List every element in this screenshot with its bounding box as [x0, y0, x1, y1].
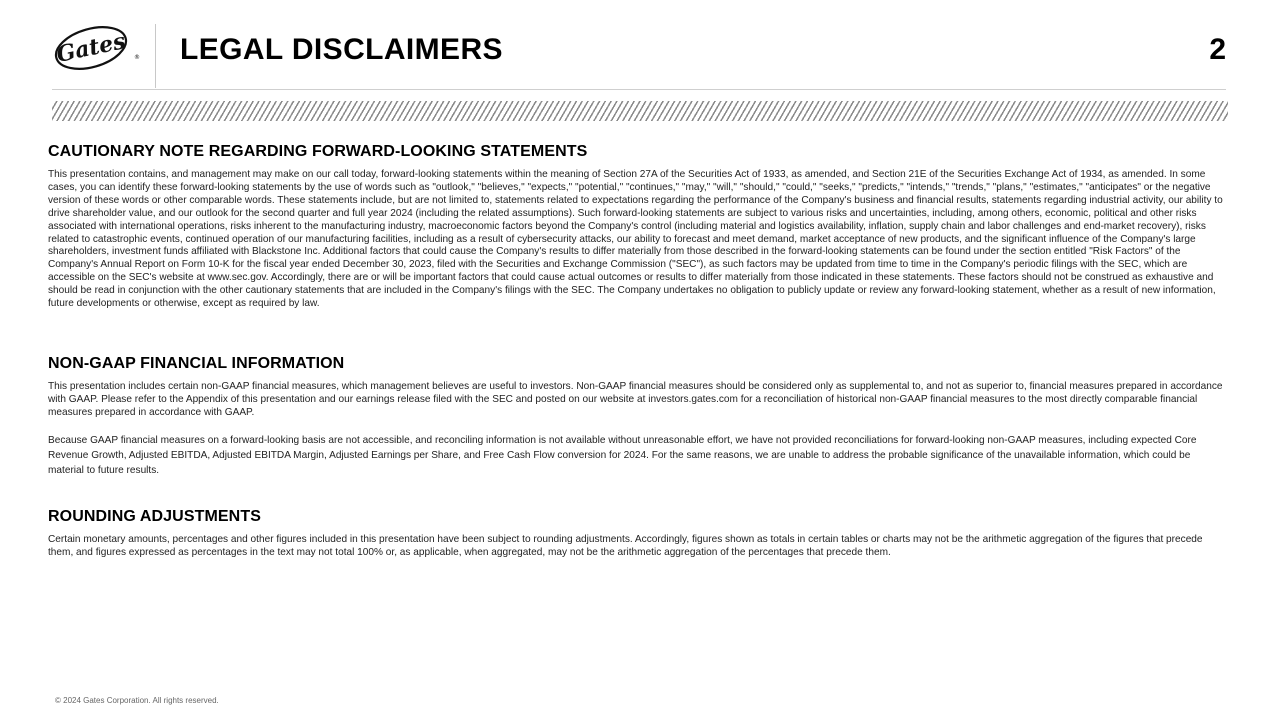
- section-heading: CAUTIONARY NOTE REGARDING FORWARD-LOOKING STATEMENTS: [48, 143, 588, 160]
- section-paragraph: Because GAAP financial measures on a forward-looking basis are not accessible, and reconciling information is not available without unreasonable effort, we have not provided reconciliations for forward-looking non-GAAP measures, including expected Core Revenue Growth, Adjusted EBITDA, Adjusted EBITDA Margin, Adjusted Earnings per Share, and Free Cash Flow conversion for 2024. For the same reasons, we are unable to address the probable significance of the unavailable information, which could be material to future results.: [48, 434, 1197, 476]
- copyright-footer: © 2024 Gates Corporation. All rights reserved.: [55, 696, 219, 705]
- header-rule: [52, 89, 1226, 90]
- svg-text:Gates: Gates: [54, 28, 128, 68]
- header-divider: [155, 24, 156, 88]
- gates-logo: [52, 24, 142, 74]
- non-gaap-section: [48, 354, 1228, 478]
- section-paragraph: This presentation contains, and management may make on our call today, forward-looking statements within the meaning of Section 27A of the Securities Act of 1933, as amended, and Section 21E of the Securities Exchange Act of 1934, as amended. In some cases, you can identify these forward-looking statements by the use of words such as "outlook," "believes," "expects," "potential," "continues," "may," "will," "should," "could," "seeks," "predicts," "intends," "trends," "plans," "estimates," "anticipates" or the negative version of these words or other comparable words. These statements include, but are not limited to, statements related to expectations regarding the performance of the Company's business and financial results, statements regarding industrial activity, our ability to drive shareholder value, and our outlook for the second quarter and full year 2024 (including the related assumptions). Such forward-looking statements are subject to various risks and uncertainties, including, among others, economic, political and other risks associated with international operations, risks inherent to the manufacturing industry, macroeconomic factors beyond the Company's control (including material and logistics availability, inflation, supply chain and labor challenges and end-market recovery), risks related to catastrophic events, continued operation of our manufacturing facilities, including as a result of cybersecurity attacks, our ability to forecast and meet demand, market acceptance of new products, and the significant influence of the Company's large shareholders, investment funds affiliated with Blackstone Inc. Additional factors that could cause the Company's results to differ materially from those described in the forward-looking statements can be found under the section entitled "Risk Factors" of the Company's Annual Report on Form 10-K for the fiscal year ended December 30, 2023, filed with the Securities and Exchange Commission ("SEC"), as such factors may be updated from time to time in the Company's periodic filings with the SEC, which are accessible on the SEC's website at www.sec.gov. Accordingly, there are or will be important factors that could cause actual outcomes or results to differ materially from those indicated in these statements. These factors should not be construed as exhaustive and should be read in conjunction with the other cautionary statements that are included in the Company's filings with the SEC. The Company undertakes no obligation to publicly update or review any forward-looking statement, whether as a result of new information, future developments or otherwise, except as required by law.: [48, 169, 1223, 310]
- page-number: 2: [1209, 33, 1226, 66]
- section-heading: NON-GAAP FINANCIAL INFORMATION: [48, 355, 345, 372]
- svg-text:®: ®: [134, 54, 140, 61]
- page-title: LEGAL DISCLAIMERS: [180, 33, 503, 66]
- forward-looking-statements-section: [48, 142, 1228, 311]
- section-paragraph: Certain monetary amounts, percentages and other figures included in this presentation have been subject to rounding adjustments. Accordingly, figures shown as totals in certain tables or charts may not be the arithmetic aggregation of the figures that precede them, and figures expressed as percentages in the text may not total 100% or, as applicable, when aggregated, may not be the arithmetic aggregation of the percentages that precede them.: [48, 534, 1203, 558]
- section-heading: ROUNDING ADJUSTMENTS: [48, 508, 261, 525]
- hatch-band: [52, 101, 1228, 121]
- rounding-adjustments-section: [48, 507, 1228, 560]
- section-paragraph: This presentation includes certain non-GAAP financial measures, which management believes are useful to investors. Non-GAAP financial measures should be considered only as supplemental to, and not as superior to, financial measures prepared in accordance with GAAP. Please refer to the Appendix of this presentation and our earnings release filed with the SEC and posted on our website at investors.gates.com for a reconciliation of historical non-GAAP financial measures to the most directly comparable financial measures prepared in accordance with GAAP.: [48, 381, 1223, 418]
